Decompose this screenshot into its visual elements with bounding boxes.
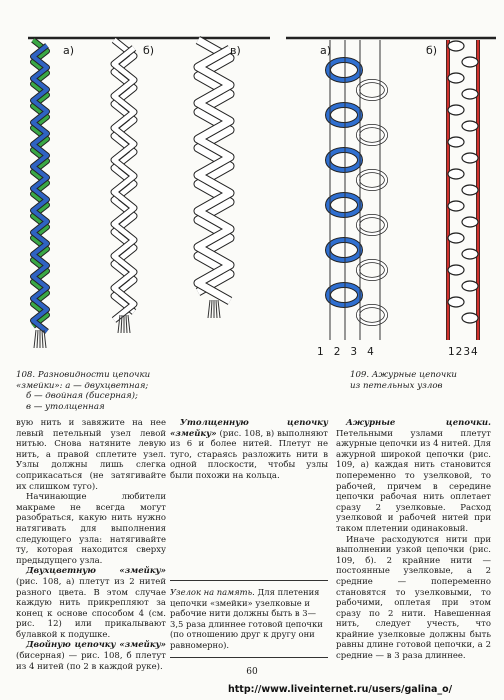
fig109b-knot xyxy=(448,297,464,307)
fig109b-knot xyxy=(448,233,464,243)
fig108-caption-line: в — утолщенная xyxy=(26,401,105,412)
fig109b-knot xyxy=(462,121,478,131)
fig109-num-4: 4 xyxy=(367,346,374,358)
paragraph-heading: Ажурные цепочки. xyxy=(346,418,491,428)
fig108-caption-line: «змейки»: а — двухцветная; xyxy=(16,380,149,391)
fig109b-knot xyxy=(448,201,464,211)
paragraph-text: (бисерная) — рис. 108, б плетут из 4 нитей (по 2 в каждой руке). xyxy=(16,651,166,672)
loose-thread xyxy=(42,330,43,348)
fig109b-knot xyxy=(462,153,478,163)
fig109-num-2: 2 xyxy=(333,346,341,358)
fig109b-knot xyxy=(448,265,464,275)
fig109-label-b: б) xyxy=(426,44,438,57)
paragraph xyxy=(170,418,328,482)
fig109b-knot xyxy=(462,281,478,291)
memo-box xyxy=(170,580,328,658)
memo-text: Для плетения цепочки «змейки» узелковые и рабочие нити должны быть в 3—3,5 раза длиннее готовой цепочки (по отношению друг к другу они равномерно). xyxy=(170,587,323,650)
loose-thread xyxy=(37,330,38,348)
fig108-caption-line: б — двойная (бисерная); xyxy=(26,391,138,401)
paragraph-text: (рис. 108, а) плетут из 2 нитей разного цвета. В этом случае каждую нить прикрепляют за конец к основе способом 4 (см. рис. 12) или прикалывают булавкой к подушке. xyxy=(16,576,166,640)
fig109-num-3: 3 xyxy=(350,346,358,358)
paragraph-heading: Двойную цепочку «змейку» xyxy=(26,640,166,651)
fig109b-knot xyxy=(448,169,464,179)
fig109b-knot xyxy=(448,137,464,147)
fig108-caption-line: 108. Разновидности цепочки xyxy=(16,370,151,380)
loose-thread xyxy=(216,300,217,318)
paragraph xyxy=(16,566,166,640)
fig109-numbers-a xyxy=(317,346,374,358)
fig109a-knot xyxy=(358,216,386,234)
paragraph-heading: Утолщенную цепочку «змейку» xyxy=(170,418,328,439)
fig108-label-b: б) xyxy=(143,44,155,57)
text-column-1 xyxy=(16,418,166,672)
paragraph xyxy=(336,418,491,535)
fig109b-knot xyxy=(448,73,464,83)
fig109b-knot xyxy=(462,57,478,67)
fig109-caption-line: из петельных узлов xyxy=(350,380,443,391)
fig109a-knot xyxy=(358,81,386,99)
fig109b-knot xyxy=(462,89,478,99)
fig109b-knot xyxy=(462,217,478,227)
fig109a-knot xyxy=(358,171,386,189)
fig109-caption-line: 109. Ажурные цепочки xyxy=(350,370,457,380)
fig109-num-1: 1 xyxy=(317,346,324,358)
loose-thread xyxy=(208,300,210,318)
memo-heading: Узелок на память. xyxy=(170,587,255,597)
loose-thread xyxy=(128,315,130,333)
watermark-url: http://www.liveinternet.ru/users/galina_o/ xyxy=(228,684,453,695)
fig109b-knot xyxy=(462,313,478,323)
fig109-numbers-b: 1234 xyxy=(448,346,479,358)
paragraph-text: Петельными узлами плетут ажурные цепочки из 4 нитей. Для ажурной широкой цепочки (рис. 109, а) каждая нить становится попеременно то узелковой, то рабочей, причем в середине цепочки рабочая нить оплетает сразу 2 узелковые. Расход узелковой и рабочей нитей при таком плетении одинаковый. xyxy=(336,428,491,534)
fig109-caption xyxy=(350,370,490,391)
fig108-caption xyxy=(16,370,166,412)
fig109a-knot xyxy=(358,126,386,144)
paragraph-heading: Двухцветную «змейку» xyxy=(26,566,166,577)
text-column-2 xyxy=(170,418,328,482)
fig109-label-a: а) xyxy=(320,44,332,57)
text-column-3 xyxy=(336,418,491,662)
paragraph: вую нить и завяжите на нее левый петельный узел левой нитью. Снова натяните левую нить, а правой сплетите узел. Узлы должны лишь слегка соприкасаться (не затягивайте их слишком туго). xyxy=(16,418,166,492)
paragraph: Иначе расходуются нити при выполнении узкой цепочки (рис. 109, б). 2 крайние нити — постоянные узелковые, а 2 средние — попеременно становятся то узелковыми, то рабочими, оплетая при этом сразу по 2 нити. Навешенная нить, следует учесть, что крайние узелковые должны быть равны длине готовой цепочки, а 2 средние — в 3 раза длиннее. xyxy=(336,534,491,662)
fig109b-knot xyxy=(448,105,464,115)
fig108-label-a: а) xyxy=(63,44,75,57)
fig108-label-v: в) xyxy=(230,44,241,57)
fig109a-knot xyxy=(358,261,386,279)
loose-thread xyxy=(34,330,36,348)
fig109b-knot xyxy=(462,185,478,195)
fig109b-knot xyxy=(448,41,464,51)
loose-thread xyxy=(126,315,127,333)
fig109b-knot xyxy=(462,249,478,259)
paragraph-text: (рис. 108, в) выполняют из 6 и более нитей. Плетут не туго, стараясь разложить нити в одной плоскости, чтобы узлы были похожи на кольца. xyxy=(170,428,328,481)
loose-thread xyxy=(211,300,212,318)
fig109a-knot xyxy=(358,306,386,324)
paragraph: Начинающие любители макраме не всегда могут разобраться, какую нить нужно натягивать для выполнения следующего узла: натягивайте ту, которая находится сверху предыдущего узла. xyxy=(16,492,166,566)
loose-thread xyxy=(218,300,220,318)
page-number: 60 xyxy=(246,667,258,677)
